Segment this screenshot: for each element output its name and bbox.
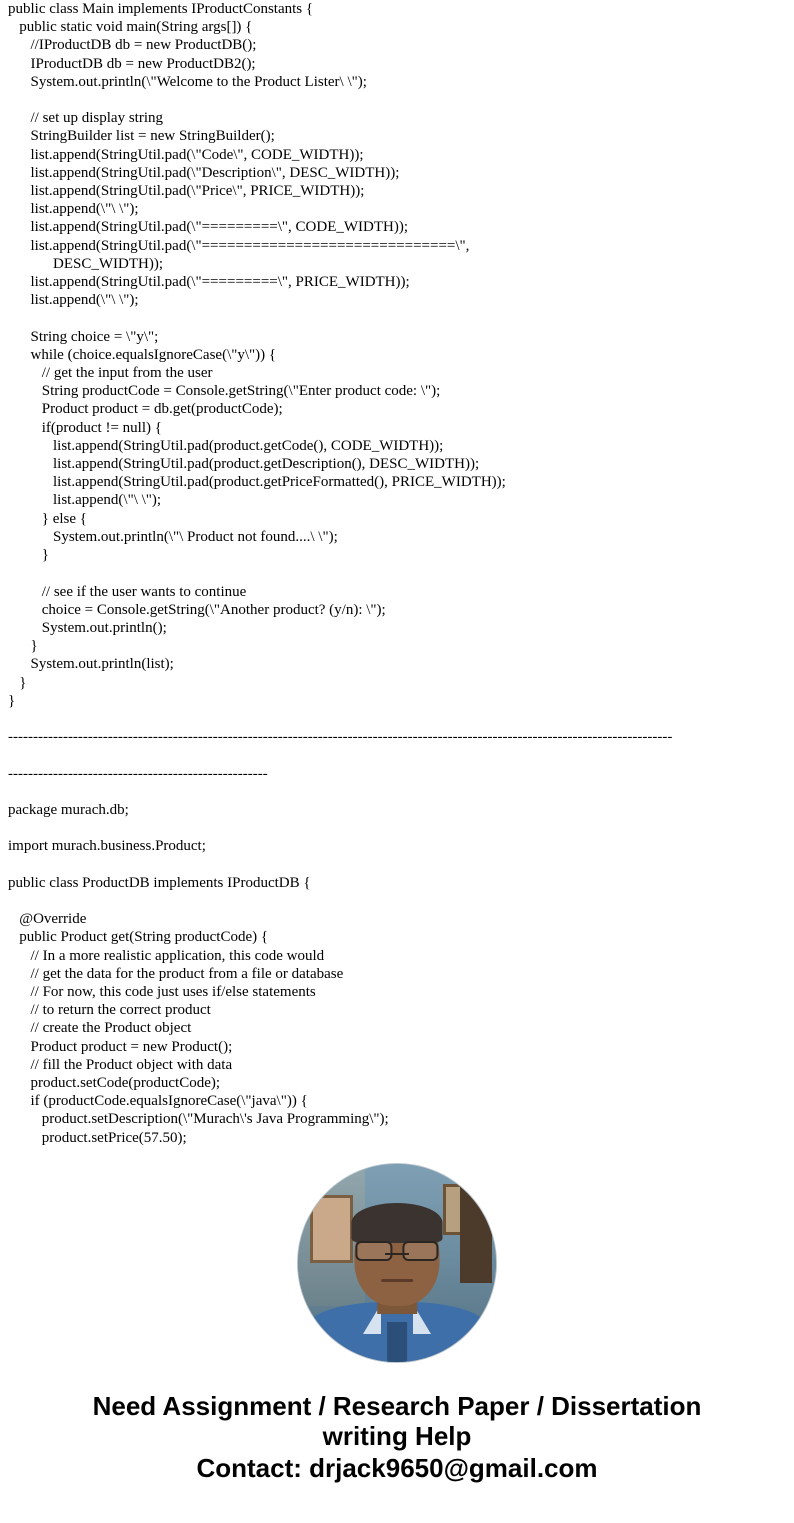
code-line: } <box>8 674 27 691</box>
code-line: product.setPrice(57.50); <box>8 1129 187 1146</box>
code-line: // create the Product object <box>8 1020 192 1037</box>
avatar-glasses-bridge <box>385 1253 409 1255</box>
spacer <box>0 710 794 728</box>
code-line: package murach.db; <box>8 801 129 818</box>
separator-short: ---------------------------------------------------- <box>8 765 268 782</box>
code-line: // get the input from the user <box>8 365 213 382</box>
separator-long: ------------------------------------------------------------------------------------------------------------------------------------- <box>8 729 673 746</box>
code-line <box>8 856 786 874</box>
code-line <box>8 819 786 837</box>
avatar-wrapper <box>0 1163 794 1363</box>
code-line: list.append(StringUtil.pad(product.getDescription(), DESC_WIDTH)); <box>8 456 480 473</box>
code-line: public class Main implements IProductConstants { <box>8 1 314 17</box>
avatar-mouth <box>381 1279 413 1282</box>
promo-headline-line1: Need Assignment / Research Paper / Dissertation <box>92 1390 702 1421</box>
code-line: System.out.println(\"Welcome to the Product Lister\ \"); <box>8 73 367 90</box>
avatar-lens-left <box>355 1241 392 1261</box>
code-line: // For now, this code just uses if/else statements <box>8 983 316 1000</box>
code-line: list.append(\"\ \"); <box>8 492 162 509</box>
code-line: public class ProductDB implements IProductDB { <box>8 874 311 891</box>
code-line: list.append(StringUtil.pad(\"==============================\", <box>8 237 470 254</box>
code-line: list.append(StringUtil.pad(\"=========\", CODE_WIDTH)); <box>8 219 408 236</box>
code-line <box>8 91 786 109</box>
code-line: product.setDescription(\"Murach\'s Java Programming\"); <box>8 1111 389 1128</box>
avatar-tie <box>387 1322 407 1362</box>
code-line: } <box>8 547 49 564</box>
code-line: System.out.println(list); <box>8 656 174 673</box>
code-line: if(product != null) { <box>8 419 162 436</box>
promo-contact: Contact: drjack9650@gmail.com <box>196 1452 598 1483</box>
code-line: public Product get(String productCode) { <box>8 929 269 946</box>
code-line: if (productCode.equalsIgnoreCase(\"java\")) { <box>8 1093 308 1110</box>
spacer <box>0 783 794 801</box>
code-line: IProductDB db = new ProductDB2(); <box>8 55 256 72</box>
code-line: } <box>8 638 38 655</box>
code-line: import murach.business.Product; <box>8 838 206 855</box>
code-line: //IProductDB db = new ProductDB(); <box>8 37 257 54</box>
avatar-hair <box>351 1203 442 1243</box>
avatar-picture-frame <box>310 1195 354 1262</box>
code-line <box>8 892 786 910</box>
code-line: StringBuilder list = new StringBuilder(); <box>8 128 275 145</box>
code-line: } else { <box>8 510 87 527</box>
code-line: // fill the Product object with data <box>8 1056 233 1073</box>
avatar <box>297 1163 497 1363</box>
code-line: list.append(StringUtil.pad(\"Code\", CODE_WIDTH)); <box>8 146 364 163</box>
code-line <box>8 309 786 327</box>
code-line: public static void main(String args[]) { <box>8 19 253 36</box>
code-line <box>8 564 786 582</box>
code-line: Product product = new Product(); <box>8 1038 233 1055</box>
spacer <box>0 746 794 764</box>
promo-headline <box>0 1391 794 1451</box>
code-line: System.out.println(); <box>8 619 167 636</box>
code-line: @Override <box>8 911 87 928</box>
code-line: choice = Console.getString(\"Another product? (y/n): \"); <box>8 601 386 618</box>
promo-headline-line2: writing Help <box>322 1420 472 1451</box>
code-line: String choice = \"y\"; <box>8 328 159 345</box>
code-line: list.append(StringUtil.pad(\"Price\", PRICE_WIDTH)); <box>8 183 365 200</box>
code-line: while (choice.equalsIgnoreCase(\"y\")) { <box>8 346 277 363</box>
code-line: System.out.println(\"\ Product not found....\ \"); <box>8 528 338 545</box>
code-line: list.append(StringUtil.pad(\"Description\", DESC_WIDTH)); <box>8 164 400 181</box>
code-line: // see if the user wants to continue <box>8 583 247 600</box>
code-line: // get the data for the product from a file or database <box>8 965 344 982</box>
code-line: list.append(\"\ \"); <box>8 292 139 309</box>
code-line: } <box>8 692 16 709</box>
code-line: // In a more realistic application, this code would <box>8 947 325 964</box>
avatar-door <box>460 1164 492 1283</box>
code-line: // to return the correct product <box>8 1002 211 1019</box>
code-line: DESC_WIDTH)); <box>8 255 163 272</box>
code-line: product.setCode(productCode); <box>8 1074 221 1091</box>
avatar-glasses <box>355 1241 438 1261</box>
code-line: String productCode = Console.getString(\"Enter product code: \"); <box>8 383 441 400</box>
code-line: list.append(\"\ \"); <box>8 201 139 218</box>
code-line: Product product = db.get(productCode); <box>8 401 283 418</box>
code-line: list.append(StringUtil.pad(product.getPriceFormatted(), PRICE_WIDTH)); <box>8 474 506 491</box>
code-line: list.append(StringUtil.pad(\"=========\", PRICE_WIDTH)); <box>8 274 410 291</box>
avatar-lens-right <box>402 1241 439 1261</box>
code-block-main <box>0 0 794 710</box>
code-block-productdb <box>0 801 794 1147</box>
code-line: list.append(StringUtil.pad(product.getCode(), CODE_WIDTH)); <box>8 437 444 454</box>
code-line: // set up display string <box>8 110 163 127</box>
promo-section <box>0 1163 794 1483</box>
